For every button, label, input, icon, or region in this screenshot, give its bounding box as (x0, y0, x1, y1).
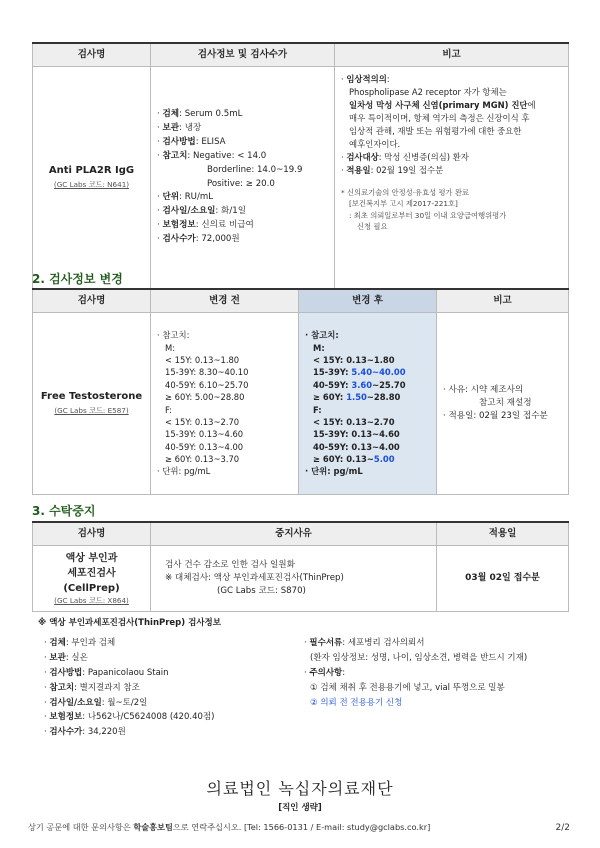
after-line: · 단위: pg/mL (305, 466, 363, 477)
thinprep-left (44, 636, 214, 740)
tp-specimen: · 검체: 부인과 검체 (44, 638, 116, 648)
header-apply-date: 적용일 (437, 522, 569, 546)
tp-insurance: · 보험정보: 나562나/C5624008 (420.40점) (44, 712, 215, 723)
contact-line: 상기 공문에 대한 문의사항은 학술홍보팀으로 연락주십시오. [Tel: 1566-0131 / E-mail: study@gclabs.co.kr] (28, 822, 431, 832)
after-line: 40-59Y: 0.13~4.00 (313, 441, 400, 452)
after-line: < 15Y: 0.13~1.80 (313, 355, 395, 366)
before-line: M: (165, 342, 176, 353)
info-storage: · 보관: 냉장 (157, 122, 202, 133)
test-name: (CellPrep) (63, 582, 120, 594)
seal-omitted: [직인 생략] (278, 803, 322, 813)
header-test-name: 검사명 (33, 522, 151, 546)
info-reference-borderline: Borderline: 14.0~19.9 (207, 164, 303, 175)
remark-apply-date: · 적용일: 02월 23일 접수분 (443, 411, 548, 422)
test-name: 액상 부인과 (65, 552, 118, 564)
before-line: · 참고치: (157, 330, 190, 341)
tp-method: · 검사방법: Papanicolaou Stain (44, 667, 169, 678)
tp-documents: · 필수서류: 세포병리 검사의뢰서 (304, 638, 425, 648)
after-line: M: (313, 342, 325, 353)
clinical-line: Phospholipase A2 receptor 자가 항체는 (349, 87, 507, 98)
organization-name: 의료법인 녹십자의료재단 (206, 779, 394, 798)
remark-reason-cont: 참고치 재설정 (479, 397, 532, 408)
after-line: ≥ 60Y: 1.50~28.80 (313, 392, 401, 403)
clinical-line: 임상적 관해, 재발 또는 위험평가에 대한 중요한 (349, 126, 522, 137)
info-method: · 검사방법: ELISA (157, 136, 226, 147)
tp-caution: · 주의사항: (304, 667, 346, 678)
info-price: · 검사수가: 72,000원 (157, 234, 240, 245)
clinical-significance-label: · 임상적의의: (341, 74, 390, 84)
after-line: 15-39Y: 0.13~4.60 (313, 429, 400, 440)
after-line: 40-59Y: 3.60~25.70 (313, 379, 406, 390)
test-code: (GC Labs 코드: E587) (54, 406, 129, 416)
change-table (32, 288, 569, 495)
tp-storage: · 보관: 실온 (44, 652, 88, 663)
alt-test: ※ 대체검사: 액상 부인과세포진검사(ThinPrep) (165, 572, 344, 583)
thinprep-right (304, 636, 527, 710)
header-remarks: 비고 (335, 43, 569, 67)
before-cell (151, 313, 299, 495)
info-unit: · 단위: RU/mL (157, 192, 214, 203)
before-line: ≥ 60Y: 0.13~3.70 (165, 453, 240, 464)
test-name-cell (33, 67, 151, 289)
remarks-cell (335, 67, 569, 289)
note-line: * 신의료기술의 안정성·유효성 평가 완료 (341, 188, 470, 198)
stop-reason: 검사 건수 감소로 인한 검사 일원화 (165, 559, 295, 570)
info-insurance: · 보험정보: 신의료 비급여 (157, 220, 254, 231)
test-name: Free Testosterone (40, 391, 143, 403)
section-title-stop: 3. 수탁중지 (32, 504, 96, 518)
test-code: (GC Labs 코드: N641) (53, 180, 130, 190)
page-number: 2/2 (555, 823, 570, 833)
clinical-line: 매우 특이적이며, 항체 역가의 측정은 신장이식 후 (349, 113, 530, 124)
before-line: ≥ 60Y: 5.00~28.80 (165, 392, 245, 403)
clinical-line: 일차성 막성 사구체 신염(primary MGN) 진단에 (349, 100, 536, 111)
header-before: 변경 전 (151, 289, 299, 313)
stop-table (32, 521, 569, 612)
before-line: 40-59Y: 0.13~4.00 (165, 441, 244, 452)
clinical-line: 예후인자이다. (349, 139, 401, 150)
before-line: 40-59Y: 6.10~25.70 (165, 379, 249, 390)
section-title-change: 2. 검사정보 변경 (32, 272, 123, 286)
header-after: 변경 후 (299, 289, 437, 313)
apply-date-cell (437, 546, 569, 612)
header-test-name: 검사명 (33, 289, 151, 313)
tp-price: · 검사수가: 34,220원 (44, 727, 126, 738)
test-name-cell (33, 546, 151, 612)
info-reference-positive: Positive: ≥ 20.0 (207, 178, 275, 189)
test-name: 세포진검사 (67, 567, 116, 579)
remarks-cell (437, 313, 569, 495)
test-info-cell (151, 67, 335, 289)
before-line: 15-39Y: 8.30~40.10 (165, 367, 249, 378)
thinprep-info (32, 618, 568, 738)
info-reference: · 참고치: Negative: < 14.0 (157, 150, 267, 161)
before-line: 15-39Y: 0.13~4.60 (165, 429, 244, 440)
info-specimen: · 검체: Serum 0.5mL (157, 108, 243, 119)
tp-days: · 검사일/소요일: 월~토/2일 (44, 697, 148, 708)
before-line: F: (165, 404, 172, 415)
new-test-table (32, 42, 569, 289)
header-test-info: 검사정보 및 검사수가 (151, 43, 335, 67)
thinprep-title: ※ 액상 부인과세포진검사(ThinPrep) 검사정보 (38, 618, 221, 628)
before-line: < 15Y: 0.13~2.70 (165, 416, 240, 427)
header-remarks: 비고 (437, 289, 569, 313)
tp-caution-1: ① 검체 채취 후 전용용기에 넣고, vial 뚜껑으로 밀봉 (310, 682, 505, 693)
note-line: [보건복지부 고시 제2017-221호] (349, 199, 458, 209)
note-line: : 최초 의뢰일로부터 30일 이내 요양급여행위평가 (349, 210, 507, 220)
remark-target: · 검사대상: 막성 신병증(의심) 환자 (341, 152, 469, 163)
after-line: 15-39Y: 5.40~40.00 (313, 367, 406, 378)
after-line: F: (313, 404, 322, 415)
test-name-cell (33, 313, 151, 495)
before-line: < 15Y: 0.13~1.80 (165, 355, 240, 366)
tp-documents-note: (환자 임상정보: 성명, 나이, 임상소견, 병력을 반드시 기재) (310, 652, 528, 663)
remark-apply-date: · 적용일: 02월 19일 접수분 (341, 165, 444, 176)
note-line: 신청 필요 (357, 222, 388, 232)
remark-reason: · 사유: 시약 제조사의 (443, 384, 524, 395)
alt-test-code: (GC Labs 코드: S870) (217, 586, 306, 597)
after-line: · 참고치: (305, 330, 339, 341)
header-test-name: 검사명 (33, 43, 151, 67)
stop-reason-cell (151, 546, 437, 612)
header-stop-reason: 중지사유 (151, 522, 437, 546)
after-line: < 15Y: 0.13~2.70 (313, 416, 395, 427)
info-days: · 검사일/소요일: 화/1일 (157, 206, 247, 217)
tp-caution-2: ② 의뢰 전 전용용기 신청 (310, 697, 403, 708)
test-name: Anti PLA2R IgG (48, 165, 135, 177)
before-line: · 단위: pg/mL (157, 466, 211, 477)
tp-reference: · 참고치: 별지결과지 참조 (44, 682, 140, 693)
after-line: ≥ 60Y: 0.13~5.00 (313, 453, 395, 464)
after-cell (299, 313, 437, 495)
apply-date: 03월 02일 접수분 (465, 573, 540, 584)
test-code: (GC Labs 코드: X864) (54, 595, 129, 605)
